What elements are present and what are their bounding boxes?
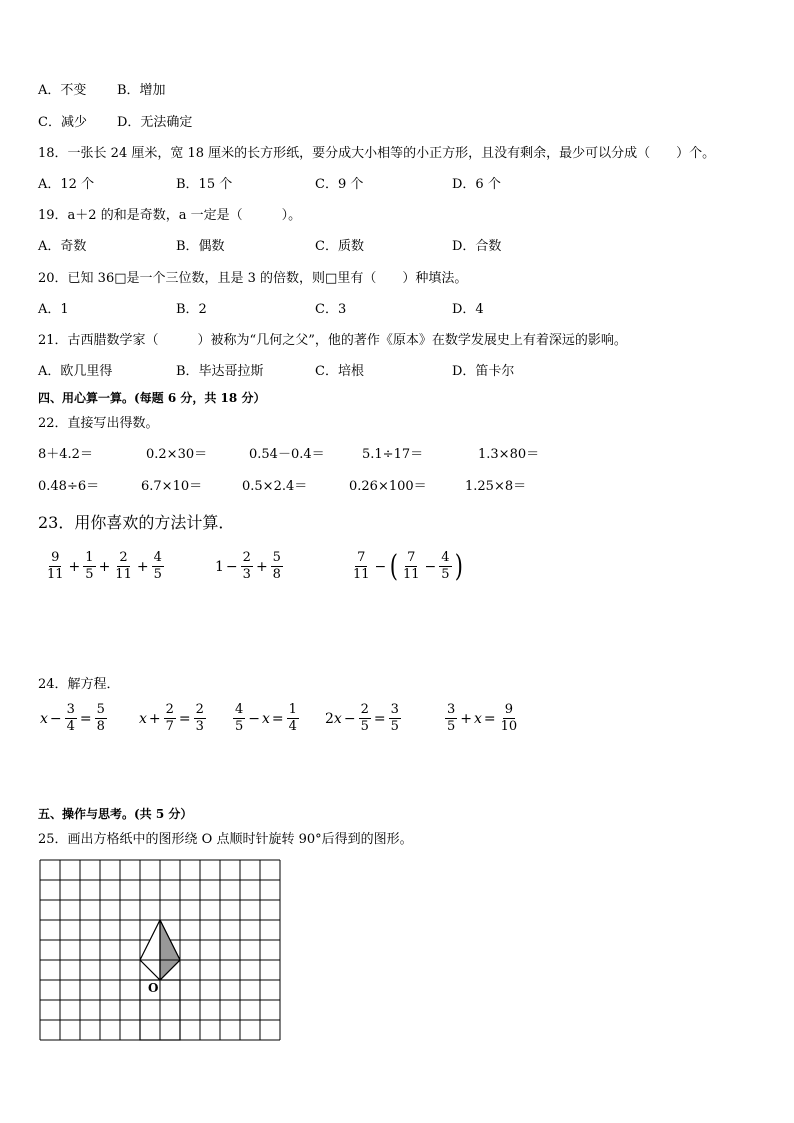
q18-stem: 18．一张长 24 厘米，宽 18 厘米的长方形纸，要分成大小相等的小正方形，且没有剩余，最少可以分成（ ）个。 [38, 146, 716, 161]
q18-option-b: B．15 个 [176, 177, 233, 192]
q18-option-d: D．6 个 [452, 177, 501, 192]
q24-equation-1: x − $\frac{3}{4}$ = $\frac{5}{8}$ [40, 702, 105, 734]
q20-stem: 20．已知 36□是一个三位数，且是 3 的倍数，则□里有（ ）种填法。 [38, 271, 468, 286]
section-4-heading: 四、用心算一算。(每题 6 分，共 18 分） [38, 391, 266, 405]
q22-item: 1.3×80＝ [478, 447, 540, 462]
q24-equation-4: 2 x − $\frac{2}{5}$ = $\frac{3}{5}$ [325, 702, 399, 734]
section-5-heading: 五、操作与思考。(共 5 分） [38, 807, 193, 821]
q24-stem: 24．解方程． [38, 677, 120, 692]
q19-option-c: C．质数 [315, 239, 364, 254]
kite-shaded-half [160, 920, 180, 980]
q24-equation-3: $\frac{4}{5}$ − x = $\frac{1}{4}$ [235, 702, 297, 734]
q22-item: 0.54－0.4＝ [249, 447, 325, 462]
q23-stem: 23．用你喜欢的方法计算． [38, 513, 235, 532]
q24-equation-5: $\frac{3}{5}$ + x = $\frac{9}{10}$ [447, 702, 518, 734]
q20-option-c: C．3 [315, 302, 347, 317]
q20-option-b: B．2 [176, 302, 207, 317]
point-o-label: O [148, 981, 159, 995]
q22-stem: 22．直接写出得数。 [38, 416, 159, 431]
q21-option-d: D．笛卡尔 [452, 364, 515, 379]
q19-option-a: A．奇数 [38, 239, 87, 254]
q21-option-c: C．培根 [315, 364, 364, 379]
q22-item: 8＋4.2＝ [38, 447, 93, 462]
q22-item: 6.7×10＝ [141, 479, 203, 494]
q22-item: 0.26×100＝ [349, 479, 427, 494]
q21-option-b: B．毕达哥拉斯 [176, 364, 264, 379]
q17-option-d: D．无法确定 [117, 115, 193, 130]
q17-option-c: C．减少 [38, 115, 87, 130]
grid-paper [38, 858, 282, 1044]
q19-option-b: B．偶数 [176, 239, 225, 254]
q17-option-b: B．增加 [117, 83, 166, 98]
q17-option-a: A．不变 [38, 83, 87, 98]
q22-item: 0.2×30＝ [146, 447, 208, 462]
q21-option-a: A．欧几里得 [38, 364, 113, 379]
q20-option-a: A．1 [38, 302, 69, 317]
q19-option-d: D．合数 [452, 239, 502, 254]
q23-expression-2: 1 − $\frac{2}{3}$ + $\frac{5}{8}$ [215, 550, 281, 582]
q25-stem: 25．画出方格纸中的图形绕 O 点顺时针旋转 90°后得到的图形。 [38, 832, 413, 847]
q22-item: 0.5×2.4＝ [242, 479, 308, 494]
q21-stem: 21．古西腊数学家（ ）被称为“几何之父”，他的著作《原本》在数学发展史上有着深远的影响。 [38, 333, 627, 348]
q18-option-c: C．9 个 [315, 177, 364, 192]
q22-item: 0.48÷6＝ [38, 479, 100, 494]
q22-item: 1.25×8＝ [465, 479, 527, 494]
q23-expression-1: $\frac{9}{11}$ + $\frac{1}{5}$ + $\frac{2}{11}$ + $\frac{4}{5}$ [47, 550, 162, 582]
q20-option-d: D．4 [452, 302, 484, 317]
q19-stem: 19．a＋2 的和是奇数，a 一定是（ ）。 [38, 208, 302, 223]
q24-equation-2: x + $\frac{2}{7}$ = $\frac{2}{3}$ [139, 702, 204, 734]
q23-expression-3: $\frac{7}{11}$ − ( $\frac{7}{11}$ − $\frac{4}{5}$ ) [353, 548, 463, 584]
q18-option-a: A．12 个 [38, 177, 95, 192]
q22-item: 5.1÷17＝ [362, 447, 424, 462]
